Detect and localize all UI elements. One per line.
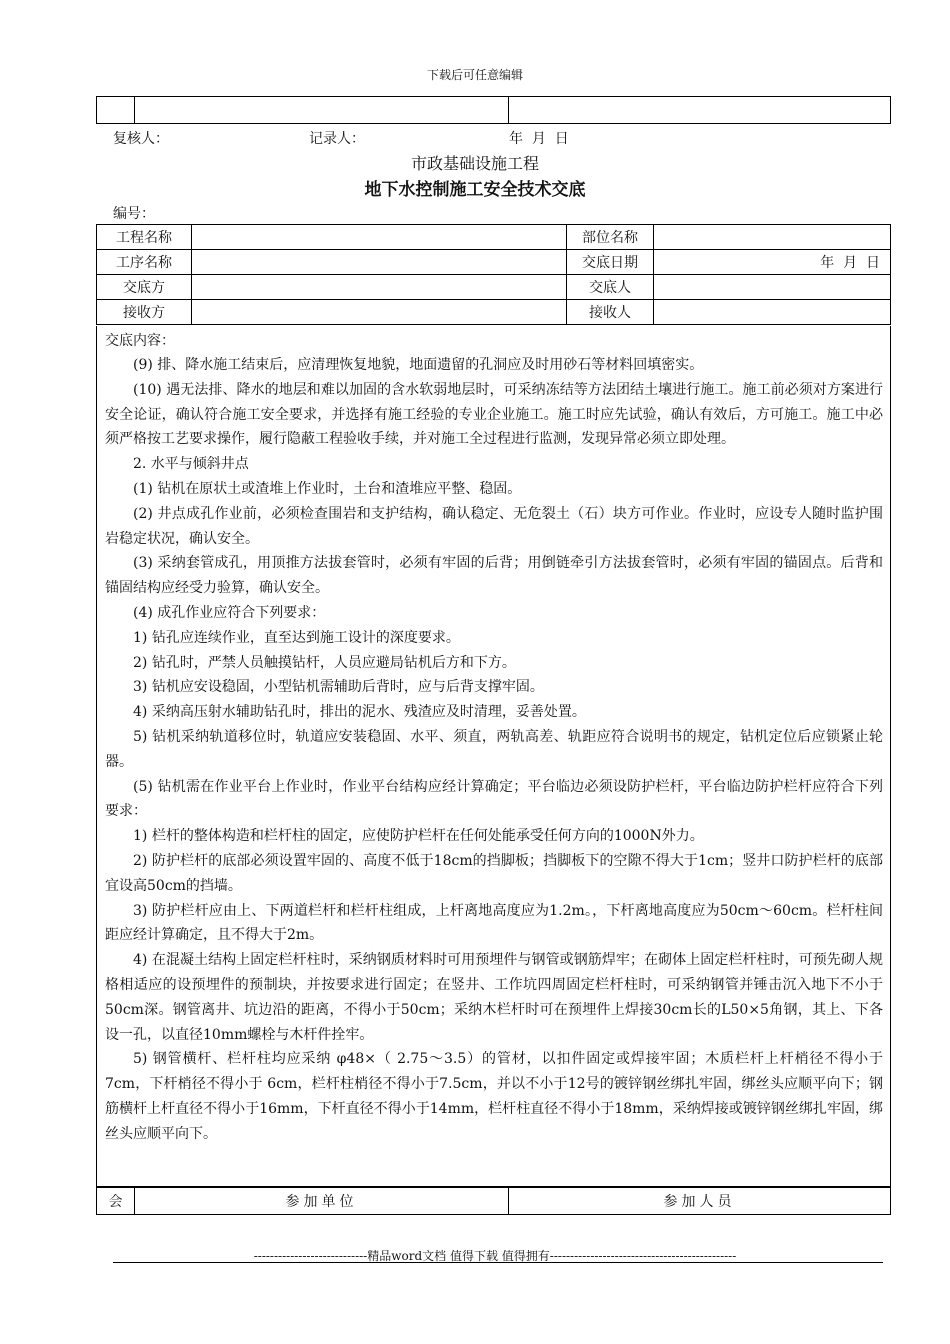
paragraph: 1) 钻孔应连续作业，直至达到施工设计的深度要求。 <box>133 629 460 646</box>
receiver-person-field[interactable] <box>654 300 891 325</box>
paragraph: 5) 钢管横杆、栏杆柱均应采纳 φ48×（ 2.75～3.5）的管材，以扣件固定或焊接牢固；木质栏杆上杆梢径不得小于 7cm，下杆梢径不得小于 6cm，栏杆柱梢径不得小于7.5cm，并以不小于12号的镀锌钢丝绑扎牢固，绑丝头应顺平向下；钢筋横杆上杆直径不得小于16mm，下杆直径不得小于14mm，栏杆柱直径不得小于18mm，采纳焊接或镀锌钢丝绑扎牢固，绑丝头应顺平向下。 <box>105 1051 883 1142</box>
participants-meeting-cell: 会 <box>97 1188 135 1215</box>
paragraph: 2) 防护栏杆的底部必须设置牢固的、高度不低于18cm的挡脚板；挡脚板下的空隙不得大于1cm；竖井口防护栏杆的底部宜设高50cm的挡墙。 <box>105 852 883 894</box>
table-cell <box>135 97 509 124</box>
receiver-party-field[interactable] <box>192 300 567 325</box>
paragraph: 4) 在混凝土结构上固定栏杆柱时，采纳钢质材料时可用预埋件与钢管或钢筋焊牢；在砌体上固定栏杆柱时，可预先砌人规格相适应的设预埋件的预制块，并按要求进行固定；在竖井、工作坑四周固定栏杆柱时，可采纳钢管并锤击沉入地下不小于50cm深。钢管离井、坑边沿的距离，不得小于50cm；采纳木栏杆时可在预埋件上焊接30cm长的L50×5角钢，其上、下各设一孔，以直径10mm螺栓与木杆件拴牢。 <box>105 952 883 1043</box>
paragraph: (5) 钻机需在作业平台上作业时，作业平台结构应经计算确定；平台临边必须设防护栏杆，平台临边防护栏杆应符合下列要求： <box>105 778 883 820</box>
header-note: 下载后可任意编辑 <box>426 68 523 82</box>
handover-person-label: 交底人 <box>567 275 654 300</box>
table-cell <box>509 97 891 124</box>
footer-divider <box>113 1262 883 1263</box>
participants-table <box>96 1187 891 1215</box>
paragraph: 3) 防护栏杆应由上、下两道栏杆和栏杆柱组成，上杆离地高度应为1.2m。，下杆离地高度应为50cm～60cm。栏杆柱间距应经计算确定，且不得大于2m。 <box>105 902 883 944</box>
participants-people-header: 参加人员 <box>509 1188 891 1215</box>
handover-party-label: 交底方 <box>97 275 192 300</box>
paragraph: 2. 水平与倾斜井点 <box>133 456 249 473</box>
handover-party-field[interactable] <box>192 275 567 300</box>
number-label: 编号： <box>113 206 155 222</box>
date-label: 年 月 日 <box>509 131 569 147</box>
table-cell <box>97 97 135 124</box>
participants-unit-header: 参加单位 <box>135 1188 509 1215</box>
recorder-label: 记录人： <box>309 131 365 147</box>
paragraph: (9) 排、降水施工结束后，应清理恢复地貌，地面遗留的孔洞应及时用砂石等材料回填密实。 <box>133 357 704 373</box>
paragraph: 3) 钻机应安设稳固，小型钻机需辅助后背时，应与后背支撑牢固。 <box>133 679 544 696</box>
paragraph: (1) 钻机在原状土或渣堆上作业时，土台和渣堆应平整、稳固。 <box>133 480 522 497</box>
paragraph: (10) 遇无法排、降水的地层和难以加固的含水软弱地层时，可采纳冻结等方法团结土壤进行施工。施工前必须对方案进行安全论证，确认符合施工安全要求，并选择有施工经验的专业企业施工。施工时应先试验，确认有效后，方可施工。施工中必须严格按工艺要求操作，履行隐蔽工程验收手续，并对施工全过程进行监测，发现异常必须立即处理。 <box>105 381 883 448</box>
page-title: 地下水控制施工安全技术交底 <box>364 180 586 200</box>
paragraph: 2) 钻孔时，严禁人员触摸钻杆，人员应避局钻机后方和下方。 <box>133 654 516 671</box>
content-label: 交底内容： <box>105 333 175 349</box>
paragraph: 1) 栏杆的整体构造和栏杆柱的固定，应使防护栏杆在任何处能承受任何方向的1000N外力。 <box>133 828 704 845</box>
part-name-field[interactable] <box>654 225 891 250</box>
content-box <box>96 326 891 1187</box>
paragraph: (2) 井点成孔作业前，必须检查围岩和支护结构，确认稳定、无危裂土（石）块方可作业。作业时，应设专人随时监护围岩稳定状况，确认安全。 <box>105 505 883 547</box>
subtitle: 市政基础设施工程 <box>410 154 539 173</box>
receiver-party-label: 接收方 <box>97 300 192 325</box>
info-table <box>96 224 891 325</box>
part-name-label: 部位名称 <box>567 225 654 250</box>
project-name-field[interactable] <box>192 225 567 250</box>
process-name-field[interactable] <box>192 250 567 275</box>
paragraph: (4) 成孔作业应符合下列要求： <box>133 604 326 621</box>
content-body <box>105 353 883 1147</box>
handover-date-field[interactable]: 年 月 日 <box>654 250 891 275</box>
receiver-person-label: 接收人 <box>567 300 654 325</box>
previous-table-tail <box>96 96 891 124</box>
footer-text: ----------------------------精品word文档 值得下载 值得拥有---------------------------------------------- <box>253 1249 737 1263</box>
paragraph: 5) 钻机采纳轨道移位时，轨道应安装稳固、水平、须直，两轨高差、轨距应符合说明书的规定，钻机定位后应锁紧止轮器。 <box>105 728 883 770</box>
paragraph: (3) 采纳套管成孔，用顶推方法拔套管时，必须有牢固的后背；用倒链牵引方法拔套管时，必须有牢固的锚固点。后背和锚固结构应经受力验算，确认安全。 <box>105 555 883 597</box>
project-name-label: 工程名称 <box>97 225 192 250</box>
process-name-label: 工序名称 <box>97 250 192 275</box>
handover-date-label: 交底日期 <box>567 250 654 275</box>
handover-person-field[interactable] <box>654 275 891 300</box>
paragraph: 4) 采纳高压射水辅助钻孔时，排出的泥水、残渣应及时清理，妥善处置。 <box>133 704 586 721</box>
reviewer-label: 复核人： <box>113 131 169 147</box>
